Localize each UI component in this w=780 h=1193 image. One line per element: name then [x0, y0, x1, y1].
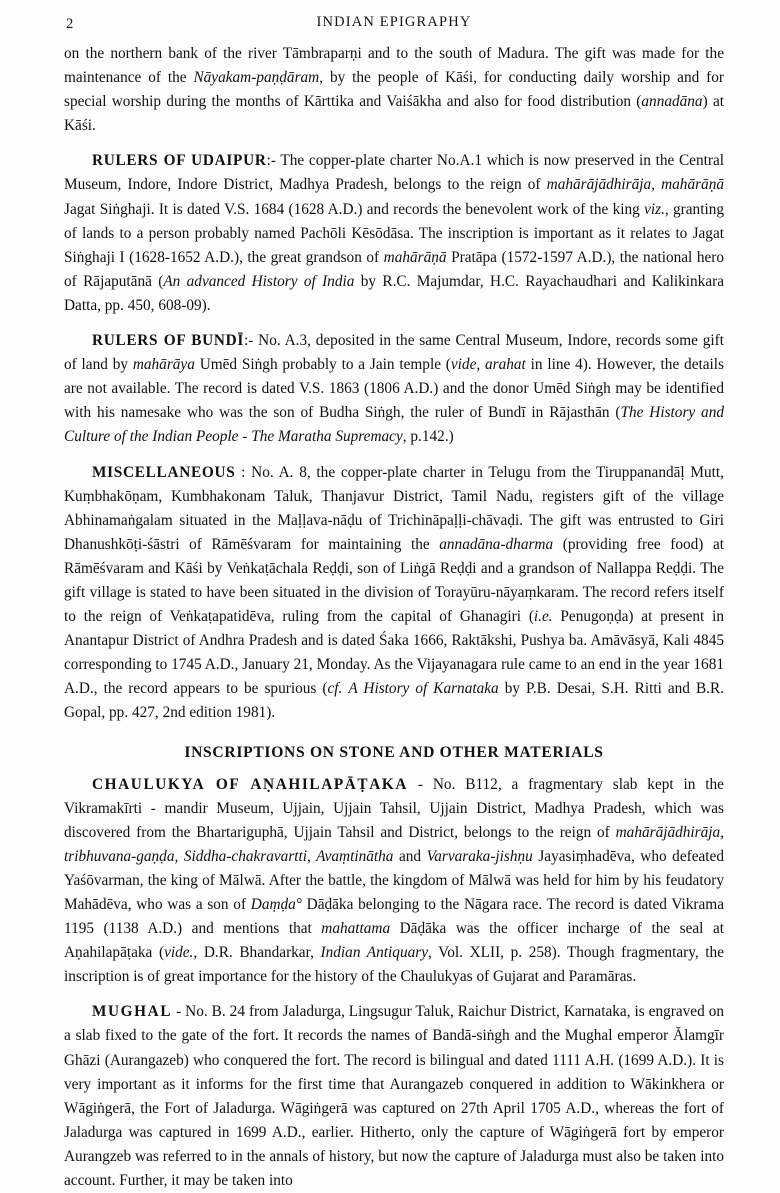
text-run: Dāḍāka was the officer incharge of the seal at Aṇahilapāṭaka (	[64, 920, 724, 962]
text-run: by P.B. Desai, S.H. Ritti and B.R. Gopal, pp. 427, 2nd edition 1981).	[64, 680, 724, 722]
italic-title: The History and Culture of the Indian People - The Maratha Supremacy	[64, 404, 724, 446]
italic-term: mahārājādhirāja, mahārāṇā	[546, 176, 724, 194]
text-run: by R.C. Majumdar, H.C. Rayachaudhari and Kalikinkara Datta, pp. 450, 608-09).	[64, 272, 724, 314]
italic-title: Indian Antiquary	[320, 944, 428, 962]
italic-term: annadāna	[641, 93, 703, 111]
text-run: , by the people of Kāśi, for conducting daily worship and for special worship during the months of Kārttika and Vaiśākha and also for food distribution (	[64, 69, 724, 111]
paragraph-heading-mughal: MUGHAL	[92, 1003, 173, 1021]
running-title: INDIAN EPIGRAPHY	[316, 14, 472, 30]
text-run: : No. A. 8, the copper-plate charter in Telugu from the Tiruppanandāḷ Mutt, Kuṃbhakōṇam, Kumbhakonam Taluk, Thanjavur District, Tamil Nadu, registers gift of the village Abhinamaṅgalam situated in the Maḷḷava-nāḍu of Trichināpaḷḷi-chāvaḍi. The gift was entrusted to Giri Dhanushkōṭi-śāstri of Rāmēśvaram for maintaining the	[64, 463, 724, 553]
paragraph-continuation	[64, 42, 724, 138]
italic-term: Nāyakam-paṇḍāram	[193, 69, 320, 87]
text-run: Penugoṇḍa) at present in Anantapur District of Andhra Pradesh and is dated Śaka 1666, Raktākshi, Pushya ba. Amāvāsyā, Kali 4845 corresponding to 1745 A.D., January 21, Monday. As the Vijayanagara rule came to an end in the year 1681 A.D., the record appears to be spurious (	[64, 608, 725, 698]
text-run: and	[393, 847, 427, 865]
paragraph-miscellaneous	[64, 461, 724, 726]
italic-title: An advanced History of India	[163, 272, 355, 290]
paragraph-rulers-of-bundi	[64, 329, 724, 449]
text-run: , Vol. XLII, p. 258). Though fragmentary, the inscription is of great importance for the history of the Chaulukyas of Gujarat and Paramāras.	[64, 944, 724, 986]
italic-term: vide.	[164, 944, 194, 962]
paragraph-heading-bundi: RULERS OF BUNDĪ	[92, 332, 245, 350]
text-run: :- The copper-plate charter No.A.1 which is now preserved in the Central Museum, Indore, Indore District, Madhya Pradesh, belongs to the reign of	[64, 152, 724, 194]
italic-term: mahārājādhirāja, tribhuvana-gaṇḍa, Siddha-chakravartti, Avaṃtinātha	[64, 823, 724, 865]
text-run: on the northern bank of the river Tāmbraparṇi and to the south of Madura. The gift was made for the maintenance of the	[64, 45, 724, 87]
italic-term: mahārāya	[132, 356, 195, 374]
page-number: 2	[66, 16, 74, 32]
italic-term: cf.	[327, 680, 343, 698]
text-run: - No. B112, a fragmentary slab kept in the Vikramakīrti - mandir Museum, Ujjain, Ujjain Tahsil, Ujjain District, Madhya Pradesh, which was discovered from the Bhartariguphā, Ujjain Tahsil and District, belongs to the reign of	[64, 775, 724, 841]
italic-term: Daṃḍa°	[250, 896, 302, 913]
paragraph-mughal	[64, 1000, 724, 1193]
paragraph-heading-udaipur: RULERS OF UDAIPUR	[92, 152, 267, 170]
italic-title: A History of Karnataka	[348, 680, 499, 698]
text-run: :- No. A.3, deposited in the same Central Museum, Indore, records some gift of land by	[64, 332, 724, 374]
italic-term: i.e.	[533, 608, 553, 626]
italic-term: annadāna-dharma	[439, 535, 554, 553]
italic-term: mahattama	[321, 920, 391, 938]
section-heading: INSCRIPTIONS ON STONE AND OTHER MATERIALS	[184, 743, 604, 761]
text-run: Pratāpa (1572-1597 A.D.), the national hero of Rājaputānā (	[64, 248, 724, 290]
text-run: Dāḍāka belonging to the Nāgara race. The record is dated Vikrama 1195 (1138 A.D.) and mentions that	[64, 896, 724, 938]
paragraph-chaulukya	[64, 773, 724, 990]
paragraph-heading-chaulukya: CHAULUKYA OF AṆAHILAPĀṬAKA	[92, 775, 409, 793]
paragraph-heading-miscellaneous: MISCELLANEOUS	[92, 463, 236, 481]
text-run: (providing free food) at Rāmēśvaram and Kāśi by Veṅkaṭāchala Reḍḍi, son of Liṅgā Reḍḍi and a grandson of Nallappa Reḍḍi. The gift village is stated to have been situated in the division of Torayūru-nāyaṃkaram. The record refers itself to the reign of Veṅkaṭapatidēva, ruling from the capital of Ghanagiri (	[64, 535, 724, 626]
running-head	[64, 0, 724, 42]
italic-term: vide, arahat	[450, 356, 526, 374]
text-run: , p.142.)	[402, 428, 454, 446]
text-run: Jayasiṃhadēva, who defeated Yaśōvarman, the king of Mālwā. After the battle, the kingdom of Mālwā was held for him by his feudatory Mahādēva, who was a son of	[64, 847, 724, 913]
text-run: ) at Kāśi.	[64, 93, 724, 135]
italic-term: mahārāṇā	[383, 248, 447, 266]
paragraph-rulers-of-udaipur	[64, 149, 724, 318]
text-run: in line 4). However, the details are not available. The record is dated V.S. 1863 (1806 A.D.) and the donor Umēd Siṅgh may be identified with his namesake who was the son of Budha Siṅgh, the ruler of Bundī in Rājasthān (	[64, 356, 724, 422]
text-run: Jagat Siṅghaji. It is dated V.S. 1684 (1628 A.D.) and records the benevolent work of the king	[64, 200, 645, 218]
italic-term: viz.	[644, 200, 665, 218]
text-run: - No. B. 24 from Jaladurga, Lingsugur Taluk, Raichur District, Karnataka, is engraved on a slab fixed to the gate of the fort. It records the names of Bandā-siṅgh and the Mughal emperor Ălamgīr Ghāzi (Aurangazeb) who conquered the fort. The record is bilingual and dated 1111 A.H. (1699 A.D.). It is very important as it informs for the first time that Aurangazeb conquered in addition to Wākinkhera or Wāgiṅgerā, the Fort of Jaladurga. Wāgiṅgerā was captured on 27th April 1705 A.D., whereas the fort of Jaladurga was captured in 1699 A.D., earlier. Hitherto, only the capture of Wāgiṅgerā fort by emperor Aurangzeb was referred to in the annals of history, but now the capture of Jaladurga must also be taken into account. Further, it may be taken into	[64, 1003, 724, 1190]
text-run: , D.R. Bhandarkar,	[193, 944, 321, 962]
text-run: , granting of lands to a person probably named Pachōli Kēsōdāsa. The inscription is important as it relates to Jagat Siṅghaji I (1628-1652 A.D.), the great grandson of	[64, 200, 724, 266]
italic-term: Varvaraka-jishṇu	[426, 847, 533, 865]
text-run: Umēd Siṅgh probably to a Jain temple (	[194, 356, 451, 374]
text-block	[64, 42, 724, 1193]
